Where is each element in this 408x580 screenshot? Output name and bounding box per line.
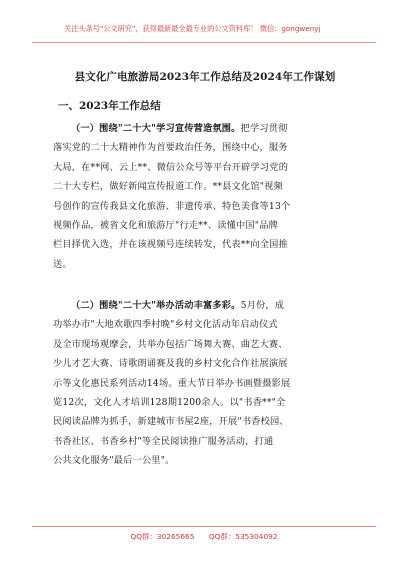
paragraph-1 [53, 119, 353, 274]
paragraph-text: 把学习贯彻 [240, 123, 288, 134]
footer-divider [32, 526, 376, 527]
paragraph-line: 览12次，文化人才培训128期1200余人。以"书香**"全 [53, 397, 286, 409]
document-title: 县文化广电旅游局2023年工作总结及2024年工作谋划 [74, 71, 336, 83]
footer-qq-group-2: QQ群：535304092 [208, 532, 278, 541]
paragraph-line: 二十大专栏，做好新闻宣传报道工作。**县文化馆"视频 [53, 181, 283, 193]
paragraph-subheading: （一）围绕"二十大"学习宣传营造氛围。 [71, 123, 241, 134]
paragraph-line: 示等文化惠民系列活动14场。重大节日举办书画暨摄影展 [53, 377, 291, 389]
section-heading: 一、2023年工作总结 [58, 100, 161, 112]
paragraph-line: 功举办市"大地欢歌四季村晚"乡村文化活动年启动仪式 [53, 319, 278, 331]
paragraph-line [53, 296, 353, 315]
paragraph-line: 公共文化服务"最后一公里"。 [53, 455, 175, 467]
header-divider [32, 42, 376, 43]
paragraph-line: 栏目择优入选，并在该视频号连续转发，代表**向全国推 [53, 239, 288, 251]
paragraph-text: 5月份，成 [240, 300, 285, 311]
paragraph-line: 号创作的宣传我县文化旅游、非遗传承、特色美食等13个 [53, 200, 291, 212]
footer-qq-group-1: QQ群：30265665 [130, 532, 195, 541]
paragraph-line [53, 119, 353, 138]
paragraph-line: 少儿才艺大赛、诗歌朗诵赛及我的乡村文化合作社展演展 [53, 358, 288, 370]
paragraph-line: 视频作品，被省文化和旅游厅"行走**、读懂中国"品牌 [53, 220, 278, 232]
paragraph-line: 书香社区、书香乡村"等全民阅读推广服务活动，打通 [53, 435, 274, 447]
paragraph-line: 大局，在**网、云上**、微信公众号等平台开辟学习党的 [53, 161, 289, 173]
paragraph-line: 及全市现场观摩会，共举办包括广场舞大赛、曲艺大赛、 [53, 338, 288, 350]
paragraph-line: 落实党的二十大精神作为首要政治任务，围绕中心，服务 [53, 142, 288, 154]
paragraph-line: 送。 [53, 258, 72, 270]
footer-contact [0, 531, 408, 542]
paragraph-subheading: （二）围绕"二十大"举办活动丰富多彩。 [71, 300, 241, 311]
paragraph-2 [53, 296, 353, 471]
paragraph-line: 民阅读品牌为抓手，新建城市书屋2座，开展"书香校园、 [53, 416, 289, 428]
header-promo-note: 关注头条号"公文研究"，获得最新最全最专业的公文资料库！ 微信：gongwenyj [64, 24, 321, 33]
